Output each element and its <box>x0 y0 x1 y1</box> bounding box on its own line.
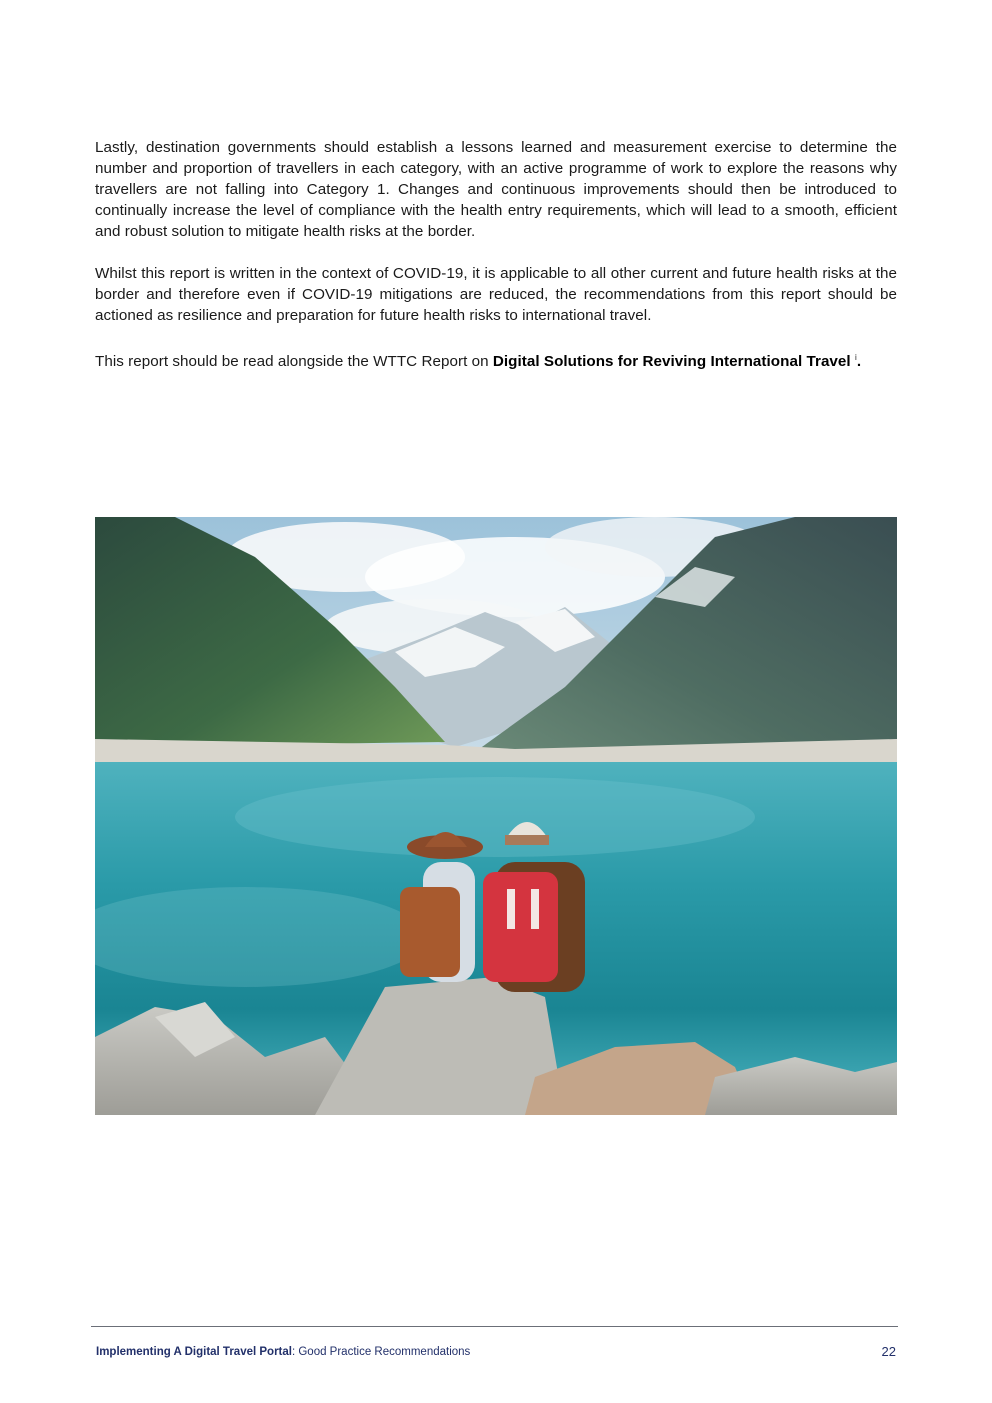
report-title-link[interactable]: Digital Solutions for Reviving International Travel <box>492 353 851 370</box>
footer-title <box>96 1346 470 1358</box>
footnote-marker: i <box>854 353 857 362</box>
body-paragraph: Whilst this report is written in the context of COVID-19, it is applicable to all other current and future health risks at the border and therefore even if COVID-19 mitigations are reduced, the recommendations from this report should be actioned as resilience and preparation for future health risks to international travel. <box>95 265 897 324</box>
footer-divider <box>91 1326 898 1327</box>
footer-title-bold: Implementing A Digital Travel Portal <box>96 1346 292 1358</box>
body-paragraph: Lastly, destination governments should establish a lessons learned and measurement exercise to determine the number and proportion of travellers in each category, with an active programme of work to explore the reasons why travellers are not falling into Category 1. Changes and continuous improvements should then be introduced to continually increase the level of compliance with the health entry requirements, which will lead to a smooth, efficient and robust solution to mitigate health risks at the border. <box>95 139 897 240</box>
body-paragraph-reference <box>95 347 897 372</box>
reference-prefix: This report should be read alongside the WTTC Report on <box>95 353 493 370</box>
sentence-period: . <box>856 353 862 370</box>
page-number: 22 <box>881 1344 896 1359</box>
lake-travellers-photo <box>95 517 897 1115</box>
footer-title-rest: : Good Practice Recommendations <box>291 1346 471 1358</box>
